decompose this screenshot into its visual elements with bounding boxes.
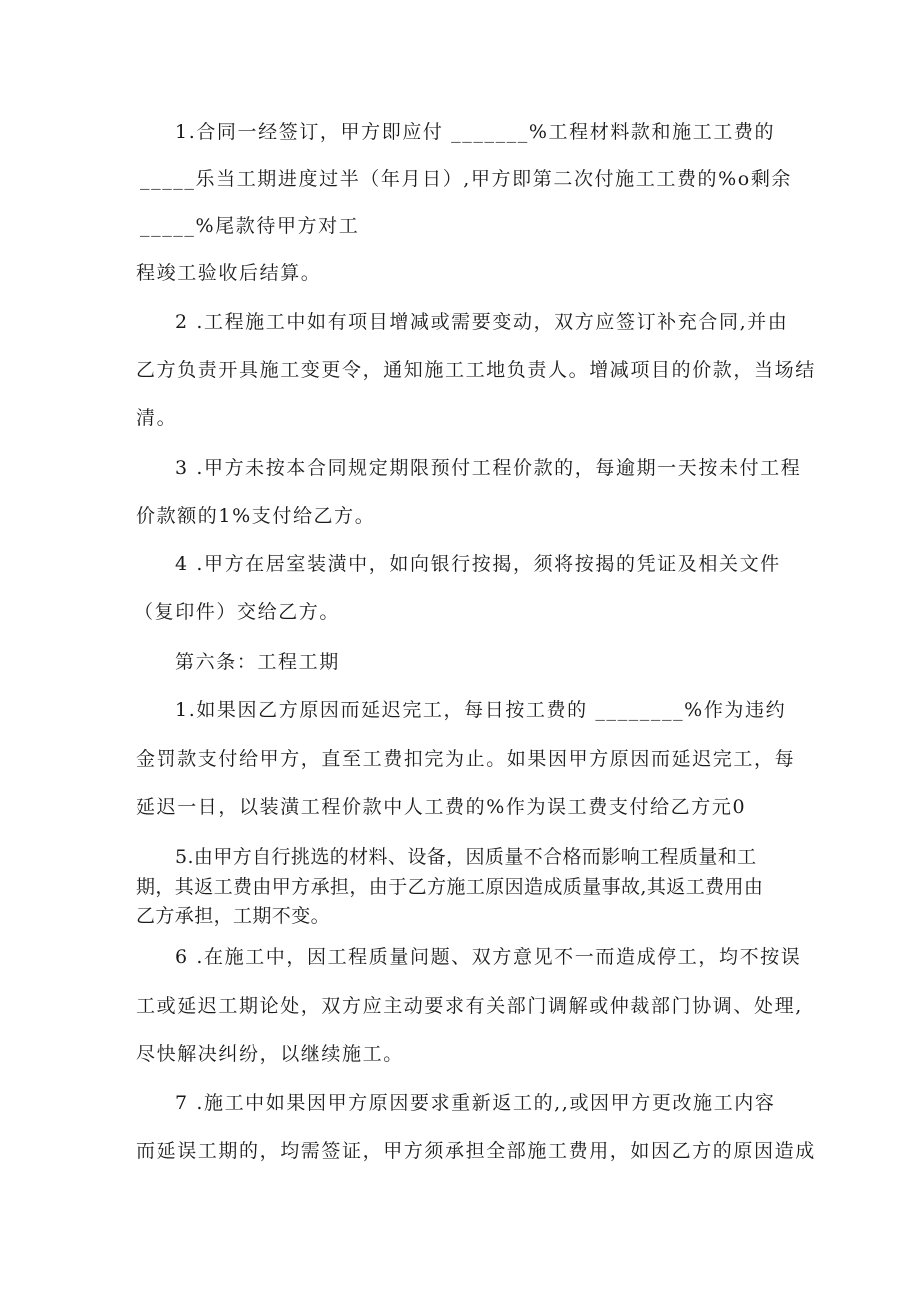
text-line: 2 .工程施工中如有项目增减或需要变动，双方应签订补充合同,并由	[175, 311, 789, 333]
text-line: _____%尾款待甲方对工	[140, 215, 360, 237]
section-heading: 第六条：工程工期	[175, 651, 340, 673]
text-line: 3 .甲方未按本合同规定期限预付工程价款的，每逾期一天按未付工程	[175, 457, 802, 479]
text-line: 工或延迟工期论处，双方应主动要求有关部门调解或仲裁部门协调、处理,	[136, 995, 803, 1017]
text-line: 期，其返工费由甲方承担，由于乙方施工原因造成质量事故,其返工费用由	[136, 876, 764, 898]
text-line: 乙方负责开具施工变更令，通知施工工地负责人。增减项目的价款，当场结	[136, 359, 816, 381]
text-line: 清。	[136, 407, 178, 429]
text-line: 1.合同一经签订，甲方即应付 _______%工程材料款和施工工费的	[175, 121, 776, 143]
text-line: 6 .在施工中，因工程质量问题、双方意见不一而造成停工，均不按误	[175, 946, 802, 968]
text-line: 乙方承担，工期不变。	[136, 905, 331, 927]
text-line: 4 .甲方在居室装潢中，如向银行按揭，须将按揭的凭证及相关文件	[175, 553, 781, 575]
text-line: 延迟一日，以装潢工程价款中人工费的%作为误工费支付给乙方元0	[136, 796, 747, 818]
text-line: 7 .施工中如果因甲方原因要求重新返工的,,或因甲方更改施工内容	[175, 1092, 776, 1114]
text-line: 程竣工验收后结算。	[136, 262, 322, 284]
text-line: （复印件）交给乙方。	[134, 601, 341, 623]
text-line: 金罚款支付给甲方，直至工费扣完为止。如果因甲方原因而延迟完工，每	[136, 748, 796, 770]
text-line: 尽快解决纠纷，以继续施工。	[136, 1043, 404, 1065]
text-line: 5.由甲方自行挑选的材料、设备，因质量不合格而影响工程质量和工	[175, 846, 757, 868]
text-line: 价款额的1%支付给乙方。	[136, 505, 376, 527]
text-line: 1.如果因乙方原因而延迟完工，每日按工费的 ________%作为违约	[175, 699, 787, 721]
text-line: 而延误工期的，均需签证，甲方须承担全部施工费用，如因乙方的原因造成	[136, 1140, 816, 1162]
text-line: _____乐当工期进度过半（年月日）,甲方即第二次付施工工费的%o剩余	[140, 168, 793, 190]
